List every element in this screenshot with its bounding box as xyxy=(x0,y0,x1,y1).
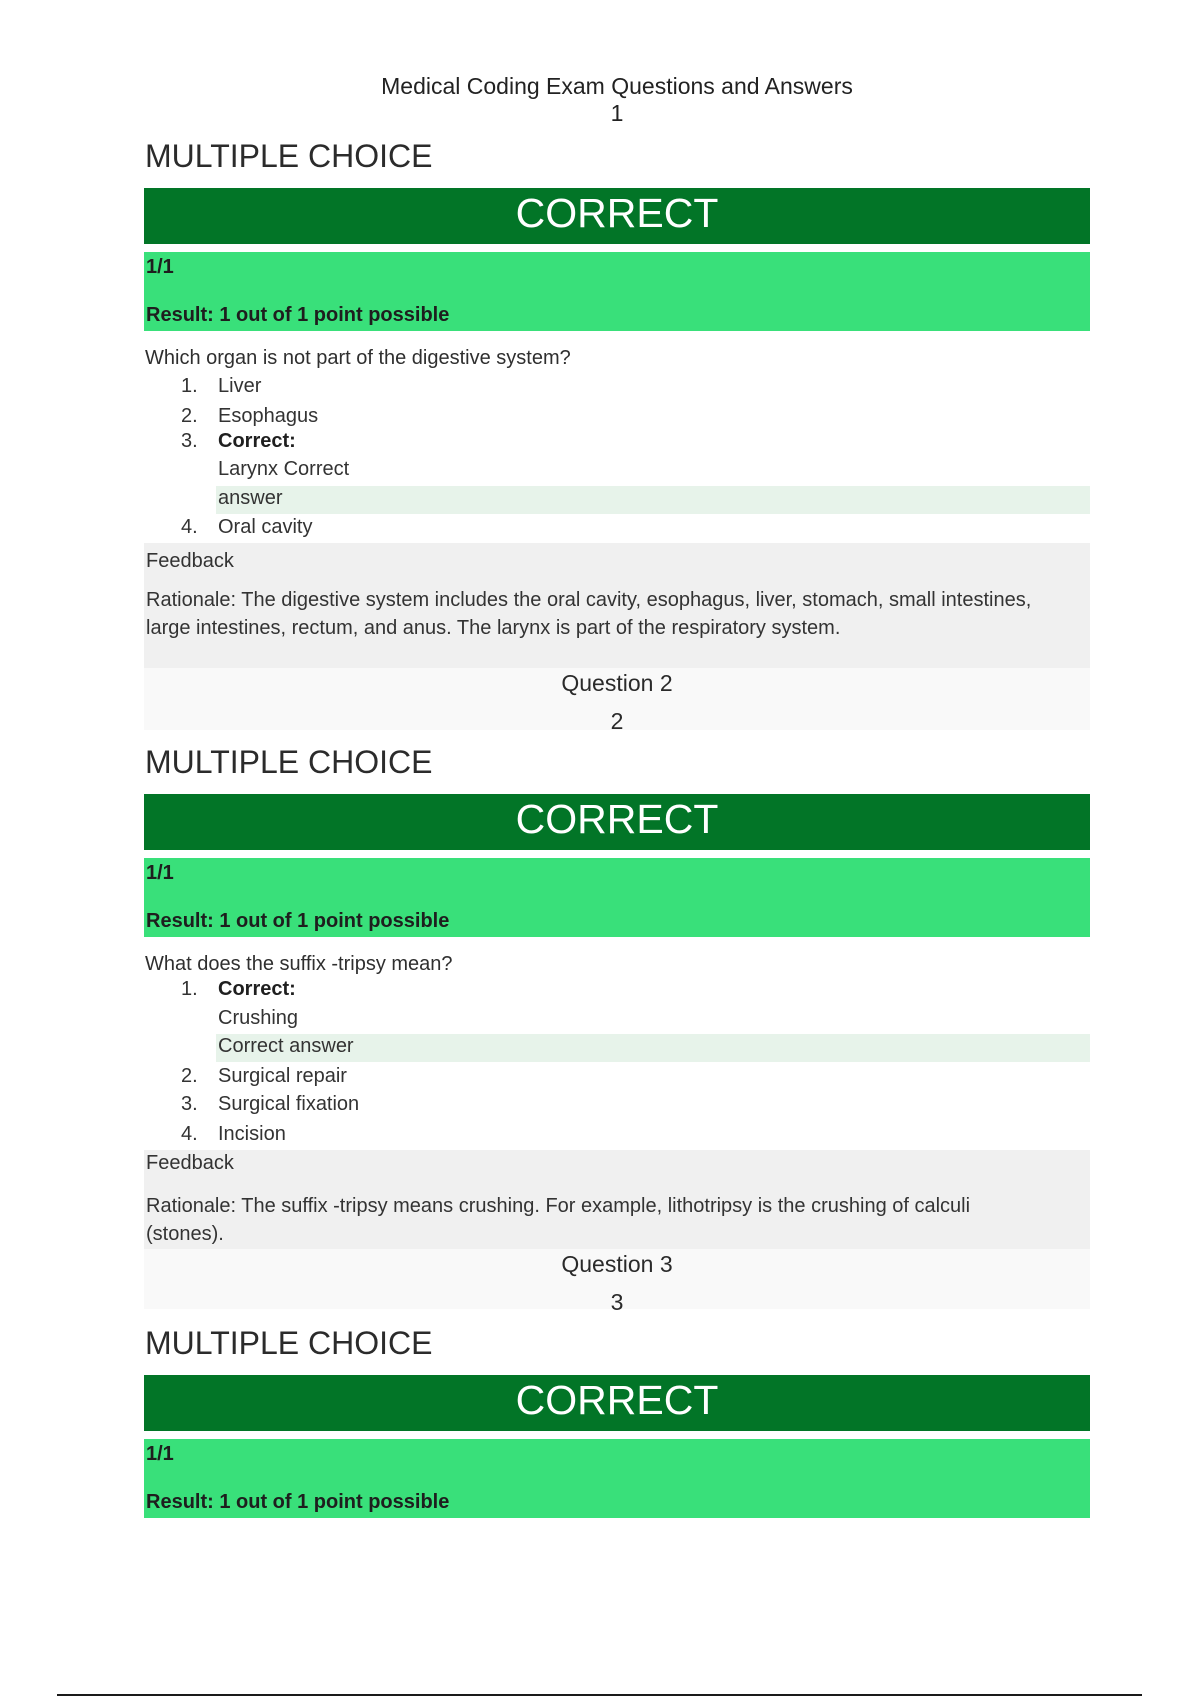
option-number: 4. xyxy=(181,1123,198,1145)
option-number: 1. xyxy=(181,375,198,397)
option-text: Surgical fixation xyxy=(218,1093,360,1115)
rationale-text: Rationale: The suffix -tripsy means crushing. For example, lithotripsy is the crushing of calculi (stones). xyxy=(146,1195,971,1245)
feedback-label: Feedback xyxy=(146,1152,234,1174)
next-question-number: 2 xyxy=(610,708,624,734)
next-question-label: Question 2 xyxy=(561,670,673,696)
footer-divider xyxy=(57,1694,1142,1696)
option-number: 4. xyxy=(181,516,198,538)
next-question-label: Question 3 xyxy=(561,1251,673,1277)
feedback-panel xyxy=(144,543,1090,668)
correct-answer-highlight xyxy=(216,486,1090,514)
rationale-text: Rationale: The digestive system includes the oral cavity, esophagus, liver, stomach, small intestines, large intestines, rectum, and anus. The larynx is part of the respiratory system. xyxy=(146,589,1032,639)
option-text: Liver xyxy=(218,375,262,397)
question-text: Which organ is not part of the digestive system? xyxy=(145,347,571,369)
next-question-number: 3 xyxy=(610,1289,624,1315)
correct-answer-note: Correct answer xyxy=(218,1035,354,1057)
question-type-label: MULTIPLE CHOICE xyxy=(145,138,433,174)
option-number: 3. xyxy=(181,430,198,452)
document-title: Medical Coding Exam Questions and Answers xyxy=(381,73,853,99)
score-value: 1/1 xyxy=(146,256,174,278)
option-text: Surgical repair xyxy=(218,1065,347,1087)
page-number: 1 xyxy=(610,100,624,126)
correct-status-banner: CORRECT xyxy=(144,188,1090,244)
correct-status-banner: CORRECT xyxy=(144,794,1090,850)
option-text: Larynx Correct xyxy=(218,458,350,480)
feedback-panel xyxy=(144,1150,1090,1249)
score-value: 1/1 xyxy=(146,1443,174,1465)
score-value: 1/1 xyxy=(146,862,174,884)
question-type-label: MULTIPLE CHOICE xyxy=(145,1325,433,1361)
option-text: Esophagus xyxy=(218,405,319,427)
question-text: What does the suffix -tripsy mean? xyxy=(145,953,453,975)
correct-status-banner: CORRECT xyxy=(144,1375,1090,1431)
option-text: Incision xyxy=(218,1123,286,1145)
question-type-label: MULTIPLE CHOICE xyxy=(145,744,433,780)
result-box xyxy=(144,1439,1090,1518)
result-box xyxy=(144,858,1090,937)
option-number: 2. xyxy=(181,1065,198,1087)
result-text: Result: 1 out of 1 point possible xyxy=(146,1491,450,1513)
correct-label: Correct: xyxy=(218,978,296,1000)
option-number: 1. xyxy=(181,978,198,1000)
correct-label: Correct: xyxy=(218,430,296,452)
feedback-label: Feedback xyxy=(146,550,234,572)
result-box xyxy=(144,252,1090,331)
result-text: Result: 1 out of 1 point possible xyxy=(146,304,450,326)
option-text: Crushing xyxy=(218,1007,299,1029)
option-number: 2. xyxy=(181,405,198,427)
option-number: 3. xyxy=(181,1093,198,1115)
correct-answer-note: answer xyxy=(218,487,283,509)
result-text: Result: 1 out of 1 point possible xyxy=(146,910,450,932)
option-text: Oral cavity xyxy=(218,516,313,538)
